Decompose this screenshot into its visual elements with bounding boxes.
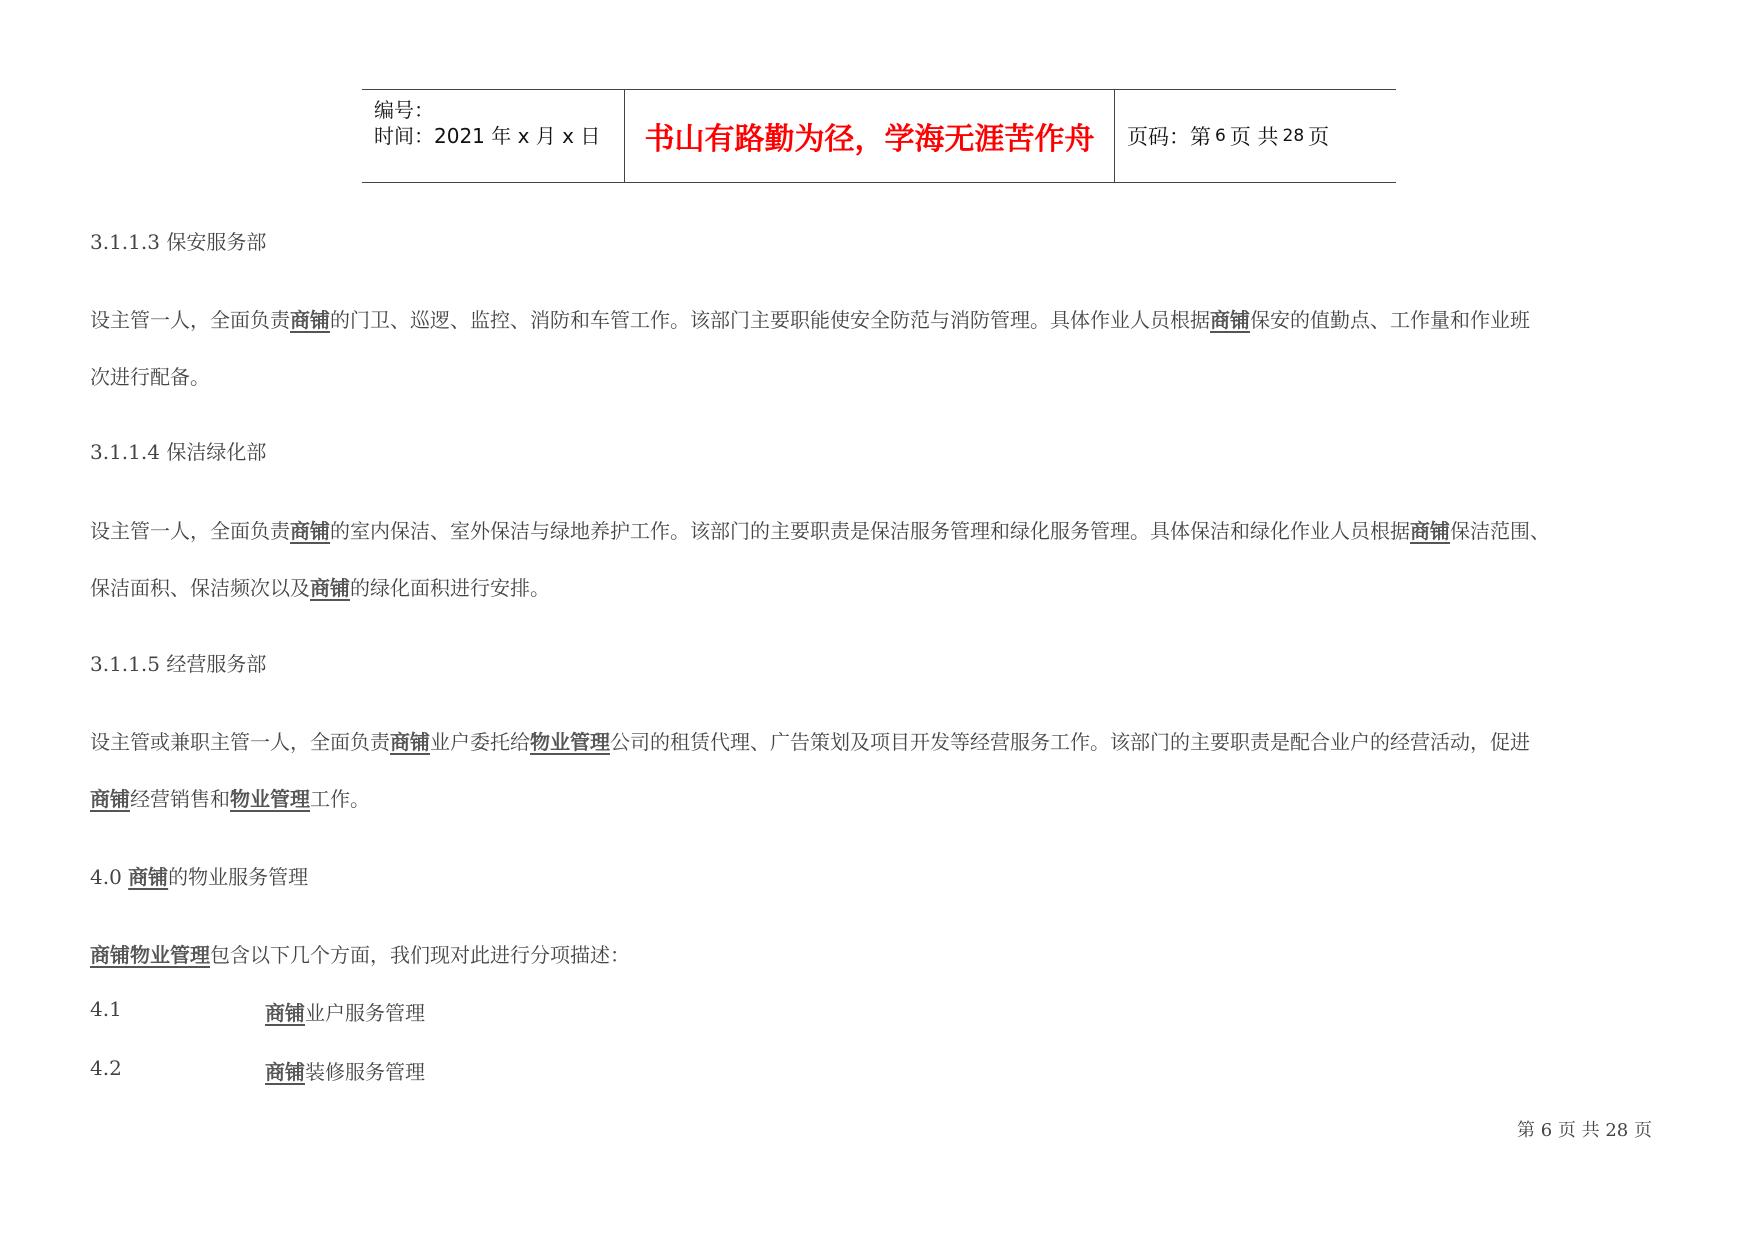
list-item-4-2: 4.2 商铺装修服务管理: [90, 1056, 425, 1084]
page-footer: 第 6 页 共 28 页: [1517, 1120, 1652, 1141]
list-item-number: 4.1: [90, 997, 122, 1021]
header-info-cell: [362, 90, 625, 182]
number-label: 编号：: [374, 98, 434, 122]
paragraph-intro: 商铺物业管理包含以下几个方面，我们现对此进行分项描述：: [90, 943, 630, 967]
header-page-cell: [1115, 90, 1396, 182]
link-shop[interactable]: 商铺: [290, 308, 330, 332]
header-table: [362, 89, 1396, 183]
page-mid: 页 共: [1229, 125, 1279, 149]
section-heading-3-1-1-5: 3.1.1.5 经营服务部: [90, 652, 267, 676]
page-prefix: 页码：第: [1127, 125, 1211, 149]
link-shop[interactable]: 商铺: [1410, 519, 1450, 543]
paragraph-cleaning-line2: 保洁面积、保洁频次以及商铺的绿化面积进行安排。: [90, 576, 550, 600]
link-shop[interactable]: 商铺: [128, 865, 169, 889]
list-item-4-1: 4.1 商铺业户服务管理: [90, 997, 425, 1025]
motto: 书山有路勤为径，学海无涯苦作舟: [644, 122, 1095, 157]
paragraph-business-line2: 商铺经营销售和物业管理工作。: [90, 787, 370, 811]
paragraph-business-line1: 设主管或兼职主管一人，全面负责商铺业户委托给物业管理公司的租赁代理、广告策划及项目开发等经营服务工作。该部门的主要职责是配合业户的经营活动，促进: [90, 730, 1530, 754]
link-property-management[interactable]: 物业管理: [230, 787, 310, 811]
page-total: 28: [1282, 126, 1305, 146]
header-motto-cell: [625, 90, 1115, 182]
section-heading-3-1-1-3: 3.1.1.3 保安服务部: [90, 230, 267, 254]
page-current: 6: [1215, 126, 1226, 146]
link-shop[interactable]: 商铺: [1210, 308, 1250, 332]
link-property-management[interactable]: 物业管理: [530, 730, 610, 754]
link-shop[interactable]: 商铺: [265, 1001, 305, 1025]
link-shop[interactable]: 商铺: [90, 787, 130, 811]
link-shop[interactable]: 商铺: [390, 730, 430, 754]
paragraph-security-line1: 设主管一人，全面负责商铺的门卫、巡逻、监控、消防和车管工作。该部门主要职能使安全防范与消防管理。具体作业人员根据商铺保安的值勤点、工作量和作业班: [90, 308, 1530, 332]
section-heading-4-0: 4.0 商铺的物业服务管理: [90, 865, 309, 889]
page-suffix: 页: [1308, 125, 1330, 149]
link-shop-property-management[interactable]: 商铺物业管理: [90, 943, 210, 967]
link-shop[interactable]: 商铺: [310, 576, 350, 600]
list-item-number: 4.2: [90, 1056, 122, 1080]
link-shop[interactable]: 商铺: [290, 519, 330, 543]
section-heading-3-1-1-4: 3.1.1.4 保洁绿化部: [90, 440, 267, 464]
paragraph-cleaning-line1: 设主管一人，全面负责商铺的室内保洁、室外保洁与绿地养护工作。该部门的主要职责是保洁服务管理和绿化服务管理。具体保洁和绿化作业人员根据商铺保洁范围、: [90, 519, 1550, 543]
date-line: 时间：2021 年 x 月 x 日: [374, 124, 601, 148]
link-shop[interactable]: 商铺: [265, 1060, 305, 1084]
paragraph-security-line2: 次进行配备。: [90, 365, 210, 389]
